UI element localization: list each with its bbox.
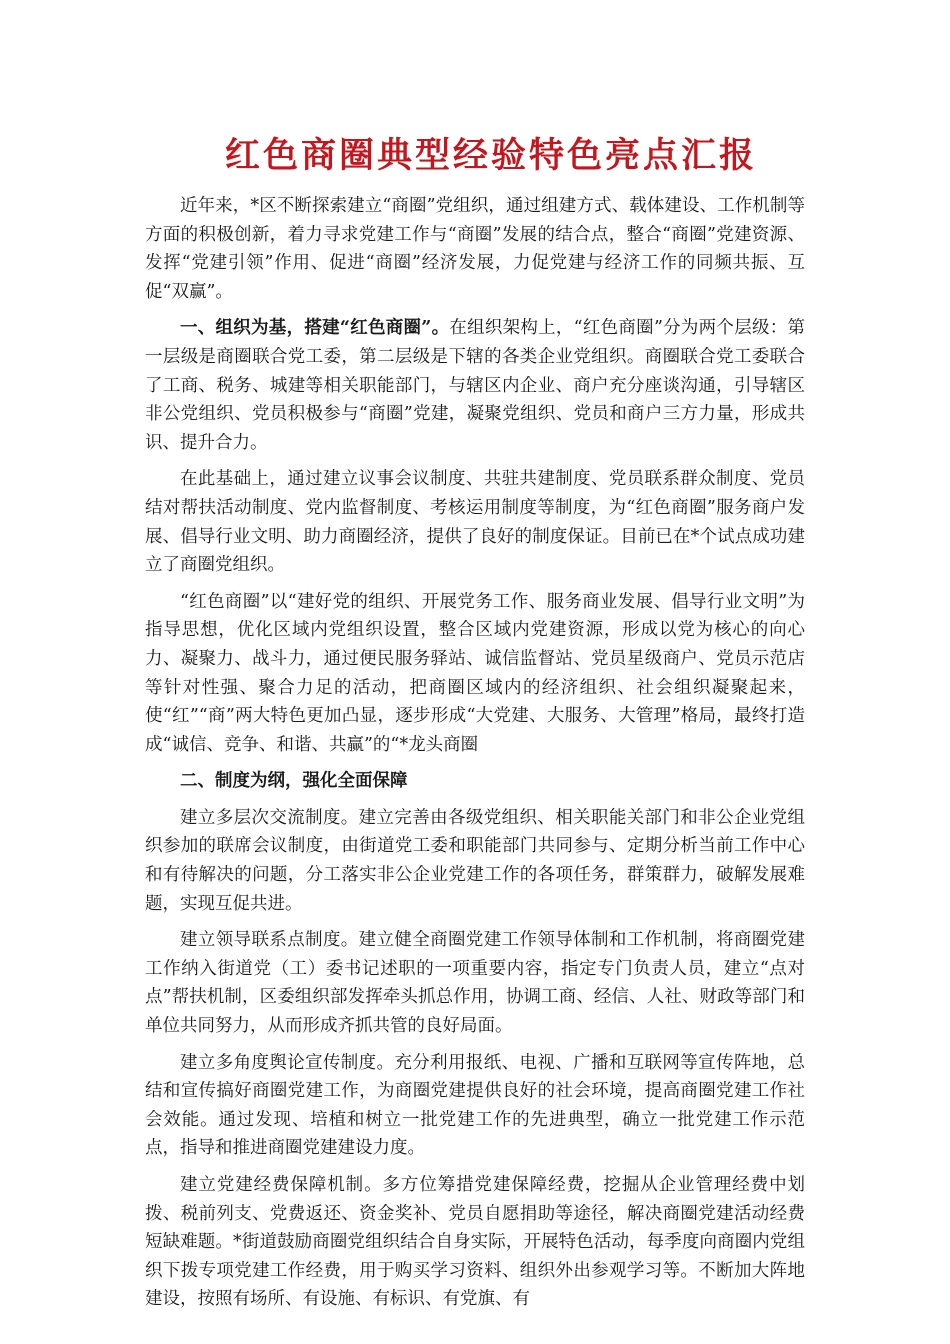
section2-paragraph: 建立多层次交流制度。建立完善由各级党组织、相关职能关部门和非公企业党组织参加的联席会议制度，由街道党工委和职能部门共同参与、定期分析当前工作中心和有待解决的问题，分工落实非公企业党建工作的各项任务，群策群力，破解发展难题，实现互促共进。 [145, 807, 805, 914]
document-title: 红色商圈典型经验特色亮点汇报 [225, 135, 758, 176]
section1-paragraph: “红色商圈”以“建好党的组织、开展党务工作、服务商业发展、倡导行业文明”为指导思想，优化区域内党组织设置，整合区域内党建资源，形成以党为核心的向心力、凝聚力、战斗力，通过便民服务驿站、诚信监督站、党员星级商户、党员示范店等针对性强、聚合力足的活动，把商圈区域内的经济组织、社会组织凝聚起来，使“红”“商”两大特色更加凸显，逐步形成“大党建、大服务、大管理”格局，最终打造成“诚信、竞争、和谐、共赢”的“*龙头商圈 [145, 591, 805, 755]
section2-paragraph: 建立多角度舆论宣传制度。充分利用报纸、电视、广播和互联网等宣传阵地，总结和宣传搞好商圈党建工作，为商圈党建提供良好的社会环境，提高商圈党建工作社会效能。通过发现、培植和树立一批党建工作的先进典型，确立一批党建工作示范点，指导和推进商圈党建建设力度。 [145, 1052, 805, 1159]
section1-heading: 一、组织为基，搭建“红色商圈”。 [180, 318, 450, 339]
section2-paragraph: 建立领导联系点制度。建立健全商圈党建工作领导体制和工作机制，将商圈党建工作纳入街道党（工）委书记述职的一项重要内容，指定专门负责人员，建立“点对点”帮扶机制，区委组织部发挥牵头抓总作用，协调工商、经信、人社、财政等部门和单位共同努力，从而形成齐抓共管的良好局面。 [145, 930, 805, 1037]
document-page [145, 130, 805, 1322]
section1-lead-paragraph [145, 314, 805, 457]
section1-paragraph: 在此基础上，通过建立议事会议制度、共驻共建制度、党员联系群众制度、党员结对帮扶活动制度、党内监督制度、考核运用制度等制度，为“红色商圈”服务商户发展、倡导行业文明、助力商圈经济，提供了良好的制度保证。目前已在*个试点成功建立了商圈党组织。 [145, 469, 805, 576]
intro-paragraph: 近年来，*区不断探索建立“商圈”党组织，通过组建方式、载体建设、工作机制等方面的积极创新，着力寻求党建工作与“商圈”发展的结合点，整合“商圈”党建资源、发挥“党建引领”作用、促进“商圈”经济发展，力促党建与经济工作的同频共振、互促“双赢”。 [145, 196, 805, 302]
section1-lead-text: 在组织架构上，“红色商圈”分为两个层级：第一层级是商圈联合党工委，第二层级是下辖的各类企业党组织。商圈联合党工委联合了工商、税务、城建等相关职能部门，与辖区内企业、商户充分座谈沟通，引导辖区非公党组织、党员积极参与“商圈”党建，凝聚党组织、党员和商户三方力量，形成共识、提升合力。 [145, 318, 805, 453]
section2-heading: 二、制度为纲，强化全面保障 [180, 771, 408, 792]
section2-paragraph: 建立党建经费保障机制。多方位筹措党建保障经费，挖掘从企业管理经费中划拨、税前列支、党费返还、资金奖补、党员自愿捐助等途径，解决商圈党建活动经费短缺难题。*街道鼓励商圈党组织结合自身实际，开展特色活动，每季度向商圈内党组织下拨专项党建工作经费，用于购买学习资料、组织外出参观学习等。不断加大阵地建设，按照有场所、有设施、有标识、有党旗、有 [145, 1175, 805, 1310]
